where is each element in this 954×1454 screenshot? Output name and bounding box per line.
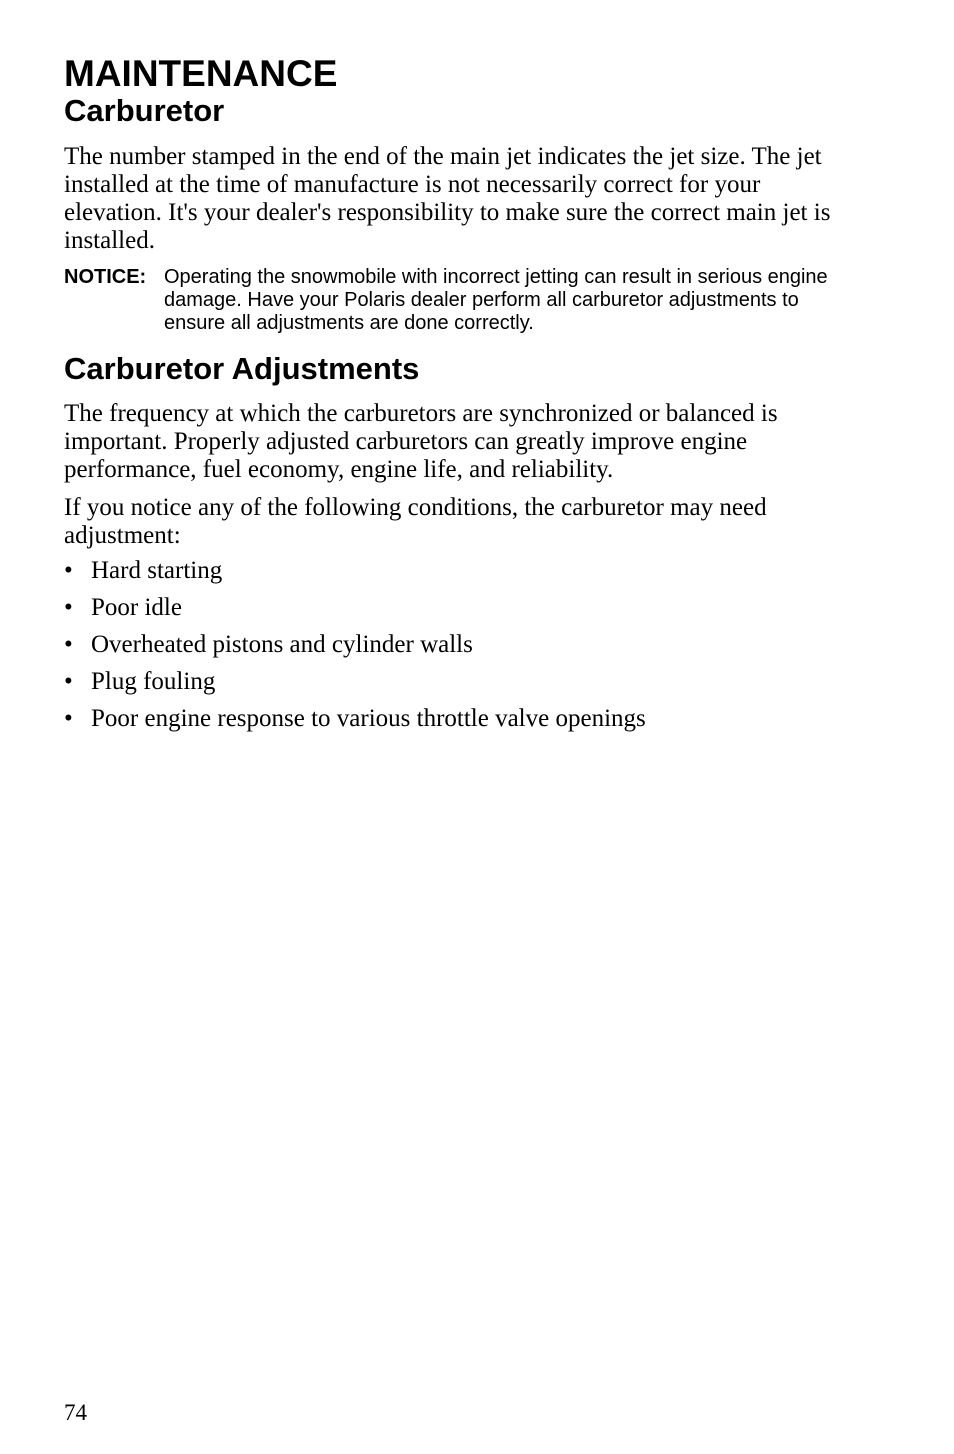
list-item bbox=[64, 668, 646, 705]
conditions-list bbox=[64, 557, 646, 742]
condition-text: Plug fouling bbox=[91, 668, 216, 695]
section-title: MAINTENANCE bbox=[64, 53, 338, 94]
bullet-icon: • bbox=[64, 668, 73, 695]
condition-text: Poor idle bbox=[91, 594, 182, 621]
list-item bbox=[64, 557, 646, 594]
jet-size-paragraph: The number stamped in the end of the main jet indicates the jet size. The jet installed at the time of manufacture is not necessarily correct for your elevation. It's your dealer's responsibility to make sure the correct main jet is installed. bbox=[64, 143, 831, 254]
bullet-icon: • bbox=[64, 705, 73, 732]
subsection-title-carburetor: Carburetor bbox=[64, 93, 225, 128]
conditions-intro-paragraph: If you notice any of the following conditions, the carburetor may need adjustment: bbox=[64, 494, 767, 549]
manual-page bbox=[64, 0, 864, 1454]
bullet-icon: • bbox=[64, 594, 73, 621]
list-item bbox=[64, 594, 646, 631]
notice-label: NOTICE: bbox=[64, 266, 147, 288]
carburetor-adjustments-heading: Carburetor Adjustments bbox=[64, 351, 420, 386]
condition-text: Overheated pistons and cylinder walls bbox=[91, 631, 473, 658]
list-item bbox=[64, 705, 646, 742]
bullet-icon: • bbox=[64, 557, 73, 584]
condition-text: Poor engine response to various throttle valve openings bbox=[91, 705, 646, 732]
list-item bbox=[64, 631, 646, 668]
notice-text: Operating the snowmobile with incorrect jetting can result in serious engine damage. Have your Polaris dealer perform all carburetor adjustments to ensure all adjustments are done correctly. bbox=[164, 266, 828, 334]
page-number: 74 bbox=[64, 1400, 87, 1425]
notice-block bbox=[64, 266, 864, 335]
condition-text: Hard starting bbox=[91, 557, 223, 584]
adjustment-frequency-paragraph: The frequency at which the carburetors are synchronized or balanced is important. Properly adjusted carburetors can greatly improve engine performance, fuel economy, engine life, and reliability. bbox=[64, 400, 778, 483]
bullet-icon: • bbox=[64, 631, 73, 658]
